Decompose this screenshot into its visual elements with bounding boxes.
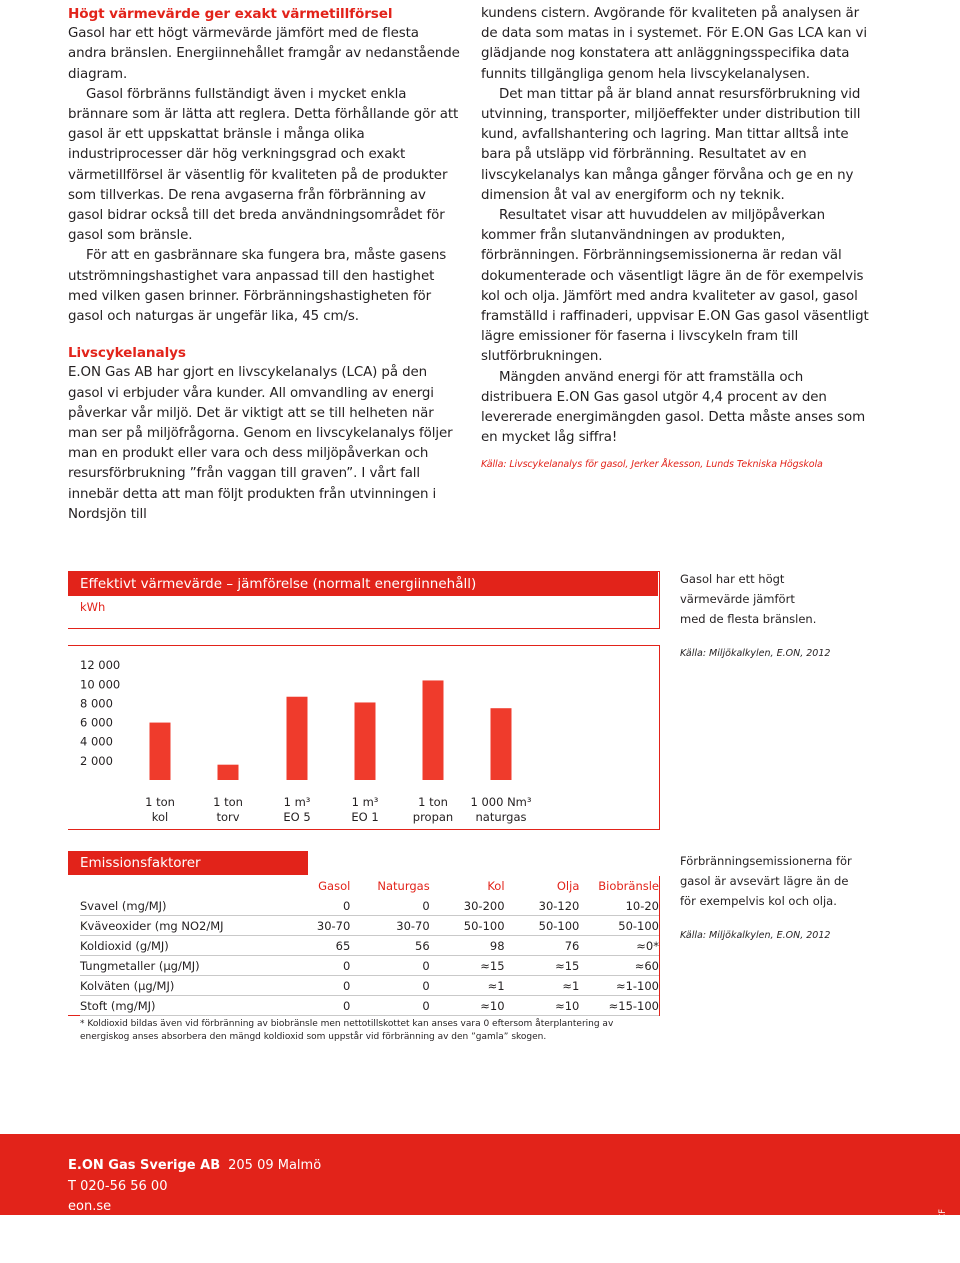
table-cell: 56 <box>350 936 429 956</box>
x-tick-label: 1 ton <box>145 795 175 809</box>
table-cell: ≈10 <box>430 996 505 1016</box>
emissions-title: Emissionsfaktorer <box>68 851 308 875</box>
column-header <box>80 876 275 896</box>
column-header: Naturgas <box>377 879 430 893</box>
bar <box>287 697 308 780</box>
left-column <box>68 4 460 525</box>
table-cell: 76 <box>505 936 580 956</box>
table-row <box>80 956 659 976</box>
bar <box>150 723 171 780</box>
emissions-panel <box>68 876 660 1016</box>
table-cell: 0 <box>275 896 350 916</box>
table-cell: 0 <box>350 896 429 916</box>
chart-body-panel <box>68 645 660 830</box>
y-tick-label: 2 000 <box>80 753 113 768</box>
table-row <box>80 916 659 936</box>
company-name: E.ON Gas Sverige AB <box>68 1158 221 1173</box>
y-tick-label: 12 000 <box>80 658 121 673</box>
x-tick-label: 1 000 Nm³ <box>470 795 532 809</box>
row-label: Kväveoxider (mg NO2/MJ <box>80 916 275 936</box>
table-cell: ≈1-100 <box>579 976 659 996</box>
x-tick-label: naturgas <box>475 810 527 824</box>
bar <box>218 765 239 780</box>
print-code: 2015-05 TCF <box>938 1209 948 1263</box>
table-cell: 50-100 <box>505 916 580 936</box>
table-cell: ≈10 <box>505 996 580 1016</box>
emissions-table <box>80 876 659 1016</box>
emissions-source: Källa: Miljökalkylen, E.ON, 2012 <box>680 930 831 941</box>
y-tick-label: 8 000 <box>80 696 113 711</box>
bar <box>491 708 512 780</box>
column-header: Gasol <box>318 879 351 893</box>
chart-y-unit: kWh <box>80 600 106 614</box>
emissions-footnote: * Koldioxid bildas även vid förbränning av biobränsle men nettotillskottet kan anses vara 0 eftersom återplantering av energiskog anses absorbera den mängd koldioxid som uppstår vid förbränning av den ”gamla” skogen. <box>80 1019 614 1042</box>
table-cell: 0 <box>350 956 429 976</box>
table-cell: 30-200 <box>430 896 505 916</box>
y-tick-label: 4 000 <box>80 734 113 749</box>
row-label: Koldioxid (g/MJ) <box>80 936 275 956</box>
bar <box>355 702 376 780</box>
y-tick-label: 10 000 <box>80 677 121 692</box>
paragraph: För att en gasbrännare ska fungera bra, måste gasens utströmningshastighet vara anpassad till den hastighet med vilken gasen brinner. Förbränningshastigheten för gasol och naturgas är ungefär lika, 45 cm/s. <box>68 248 447 325</box>
x-tick-label: 1 ton <box>213 795 243 809</box>
table-cell: 50-100 <box>579 916 659 936</box>
company-website-link[interactable]: eon.se <box>68 1199 112 1214</box>
x-tick-label: 1 ton <box>418 795 448 809</box>
chart-note <box>680 569 860 629</box>
table-cell: 10-20 <box>579 896 659 916</box>
x-tick-label: 1 m³ <box>351 795 379 809</box>
table-row <box>80 896 659 916</box>
table-cell: ≈60 <box>579 956 659 976</box>
table-cell: 50-100 <box>430 916 505 936</box>
chart-source: Källa: Miljökalkylen, E.ON, 2012 <box>680 648 831 659</box>
emissions-note-line: gasol är avsevärt lägre än de <box>680 874 849 888</box>
paragraph: kundens cistern. Avgörande för kvaliteten på analysen är de data som matas in i systemet. För E.ON Gas LCA kan vi glädjande nog konstatera att anläggningsspecifika data funnits tillgängliga genom hela livscykelanalysen. <box>481 6 867 82</box>
column-header: Biobränsle <box>598 879 659 893</box>
table-cell: 65 <box>275 936 350 956</box>
table-cell: 30-70 <box>350 916 429 936</box>
company-address: 205 09 Malmö <box>228 1158 322 1173</box>
emissions-note <box>680 851 860 911</box>
row-label: Stoft (mg/MJ) <box>80 996 275 1016</box>
table-cell: ≈15 <box>505 956 580 976</box>
table-cell: 0 <box>275 956 350 976</box>
x-tick-label: EO 5 <box>283 810 311 824</box>
table-cell: 0 <box>275 996 350 1016</box>
chart-note-line: med de flesta bränslen. <box>680 612 817 626</box>
x-tick-label: kol <box>151 810 169 824</box>
paragraph: E.ON Gas AB har gjort en livscykelanalys (LCA) på den gasol vi erbjuder våra kunder. All omvandling av energi påverkar vår miljö. Det är viktigt att se till helheten när man ser på miljöfrågorna. Genom en livscykelanalys följer man en produkt eller vara och dess miljöpåverkan och resursförbrukning ”från vaggan till graven”. I vårt fall innebär detta att man följt produkten från utvinningen i Nordsjön till <box>68 365 453 522</box>
table-header-row <box>80 876 659 896</box>
table-row <box>80 976 659 996</box>
table-cell: ≈1 <box>430 976 505 996</box>
lca-source: Källa: Livscykelanalys för gasol, Jerker Åkesson, Lunds Tekniska Högskola <box>481 459 823 471</box>
table-cell: 98 <box>430 936 505 956</box>
company-phone: T 020-56 56 00 <box>68 1179 168 1194</box>
footer <box>0 1134 960 1263</box>
paragraph: Resultatet visar att huvuddelen av miljöpåverkan kommer från slutanvändningen av produkten, förbränningen. Förbränningsemissionerna är redan väl dokumenterade och väsentligt lägre än de för exempelvis kol och olja. Jämfört med andra kvaliteter av gasol, gasol framställd i raffinaderi, uppvisar E.ON Gas gasol väsentligt lägre emissioner för faserna i livscykeln fram till slutförbrukningen. <box>481 208 869 365</box>
table-row <box>80 996 659 1016</box>
emissions-note-line: Förbränningsemissionerna för <box>680 854 852 868</box>
x-tick-label: propan <box>412 810 454 824</box>
bar <box>423 680 444 780</box>
table-cell: ≈0* <box>579 936 659 956</box>
footer-company-line <box>68 1158 321 1173</box>
x-tick-label: torv <box>216 810 240 824</box>
x-tick-label: 1 m³ <box>283 795 311 809</box>
column-header: Kol <box>487 879 505 893</box>
right-column <box>481 4 873 472</box>
table-cell: 0 <box>350 996 429 1016</box>
paragraph: Det man tittar på är bland annat resursförbrukning vid utvinning, transporter, miljöeffekter under distribution till kund, avfallshantering och lagring. Man tittar alltså inte bara på utsläpp vid förbränning. Resultatet av en livscykelanalys kan många gånger förvåna och ge en ny dimension åt val av energiform och ny teknik. <box>481 86 861 203</box>
heading-lca: Livscykelanalys <box>68 345 186 362</box>
chart-note-line: värmevärde jämfört <box>680 592 795 606</box>
chart-note-line: Gasol har ett högt <box>680 572 785 586</box>
heading-heating-value: Högt värmevärde ger exakt värmetillförsel <box>68 6 393 22</box>
row-label: Kolväten (µg/MJ) <box>80 976 275 996</box>
table-cell: ≈1 <box>505 976 580 996</box>
x-tick-label: EO 1 <box>351 810 379 824</box>
table-cell: ≈15-100 <box>579 996 659 1016</box>
bar-chart <box>68 646 658 830</box>
table-cell: 30-70 <box>275 916 350 936</box>
paragraph: Gasol förbränns fullständigt även i mycket enkla brännare som är lätta att reglera. Detta förhållande gör att gasol är ett uppskattat bränsle i många olika industriprocesser där hög verkningsgrad och exakt värmetillförsel är väsentlig för kvaliteten på de produkter som tillverkas. De rena avgaserna från förbränning av gasol bidrar också till det breda användningsområdet för gasol som bränsle. <box>68 86 459 244</box>
column-header: Olja <box>556 879 580 893</box>
row-label: Tungmetaller (µg/MJ) <box>80 956 275 976</box>
emissions-note-line: för exempelvis kol och olja. <box>680 894 837 908</box>
y-tick-label: 6 000 <box>80 715 113 730</box>
paragraph: Gasol har ett högt värmevärde jämfört med de flesta andra bränslen. Energiinnehållet framgår av nedanstående diagram. <box>68 26 460 82</box>
table-cell: 0 <box>275 976 350 996</box>
paragraph: Mängden använd energi för att framställa och distribuera E.ON Gas gasol utgör 4,4 procent av den levererade energimängden gasol. Detta måste anses som en mycket låg siffra! <box>481 369 866 446</box>
table-cell: ≈15 <box>430 956 505 976</box>
row-label: Svavel (mg/MJ) <box>80 896 275 916</box>
table-row <box>80 936 659 956</box>
chart-header-panel <box>68 571 660 629</box>
table-cell: 30-120 <box>505 896 580 916</box>
table-cell: 0 <box>350 976 429 996</box>
chart-title: Effektivt värmevärde – jämförelse (normalt energiinnehåll) <box>68 572 658 596</box>
